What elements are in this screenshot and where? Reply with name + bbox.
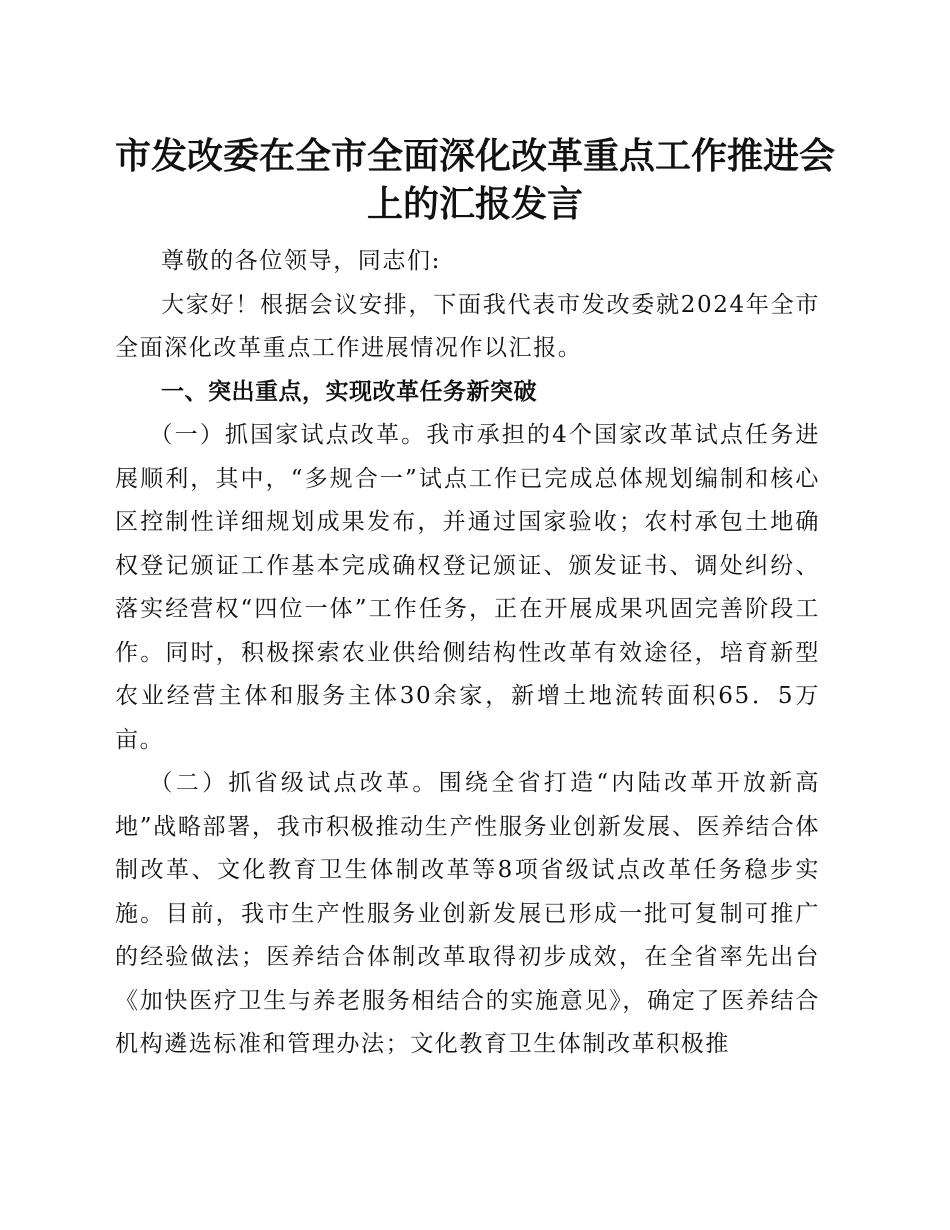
- document-body: [115, 240, 820, 1067]
- title-line-2: 上的汇报发言: [366, 183, 583, 225]
- paragraph-national-pilot: （一）抓国家试点改革。我市承担的4个国家改革试点任务进展顺利，其中，“多规合一”试点工作已完成总体规划编制和核心区控制性详细规划成果发布，并通过国家验收；农村承包土地确权登记颁证工作基本完成确权登记颁证、颁发证书、调处纠纷、落实经营权“四位一体”工作任务，正在开展成果巩固完善阶段工作。同时，积极探索农业供给侧结构性改革有效途径，培育新型农业经营主体和服务主体30余家，新增土地流转面积65．5万亩。: [115, 422, 820, 753]
- paragraph-provincial-pilot: （二）抓省级试点改革。围绕全省打造“内陆改革开放新高地”战略部署，我市积极推动生产性服务业创新发展、医养结合体制改革、文化教育卫生体制改革等8项省级试点改革任务稳步实施。目前，我市生产性服务业创新发展已形成一批可复制可推广的经验做法；医养结合体制改革取得初步成效，在全省率先出台《加快医疗卫生与养老服务相结合的实施意见》，确定了医养结合机构遴选标准和管理办法；文化教育卫生体制改革积极推: [115, 770, 820, 1057]
- document-title: [115, 132, 835, 228]
- salutation: 尊敬的各位领导，同志们:: [161, 248, 441, 274]
- section-heading-1: 一、突出重点，实现改革任务新突破: [161, 378, 537, 405]
- title-line-1: 市发改委在全市全面深化改革重点工作推进会: [115, 135, 836, 177]
- intro-paragraph: 大家好！根据会议安排，下面我代表市发改委就2024年全市全面深化改革重点工作进展情况作以汇报。: [115, 291, 820, 361]
